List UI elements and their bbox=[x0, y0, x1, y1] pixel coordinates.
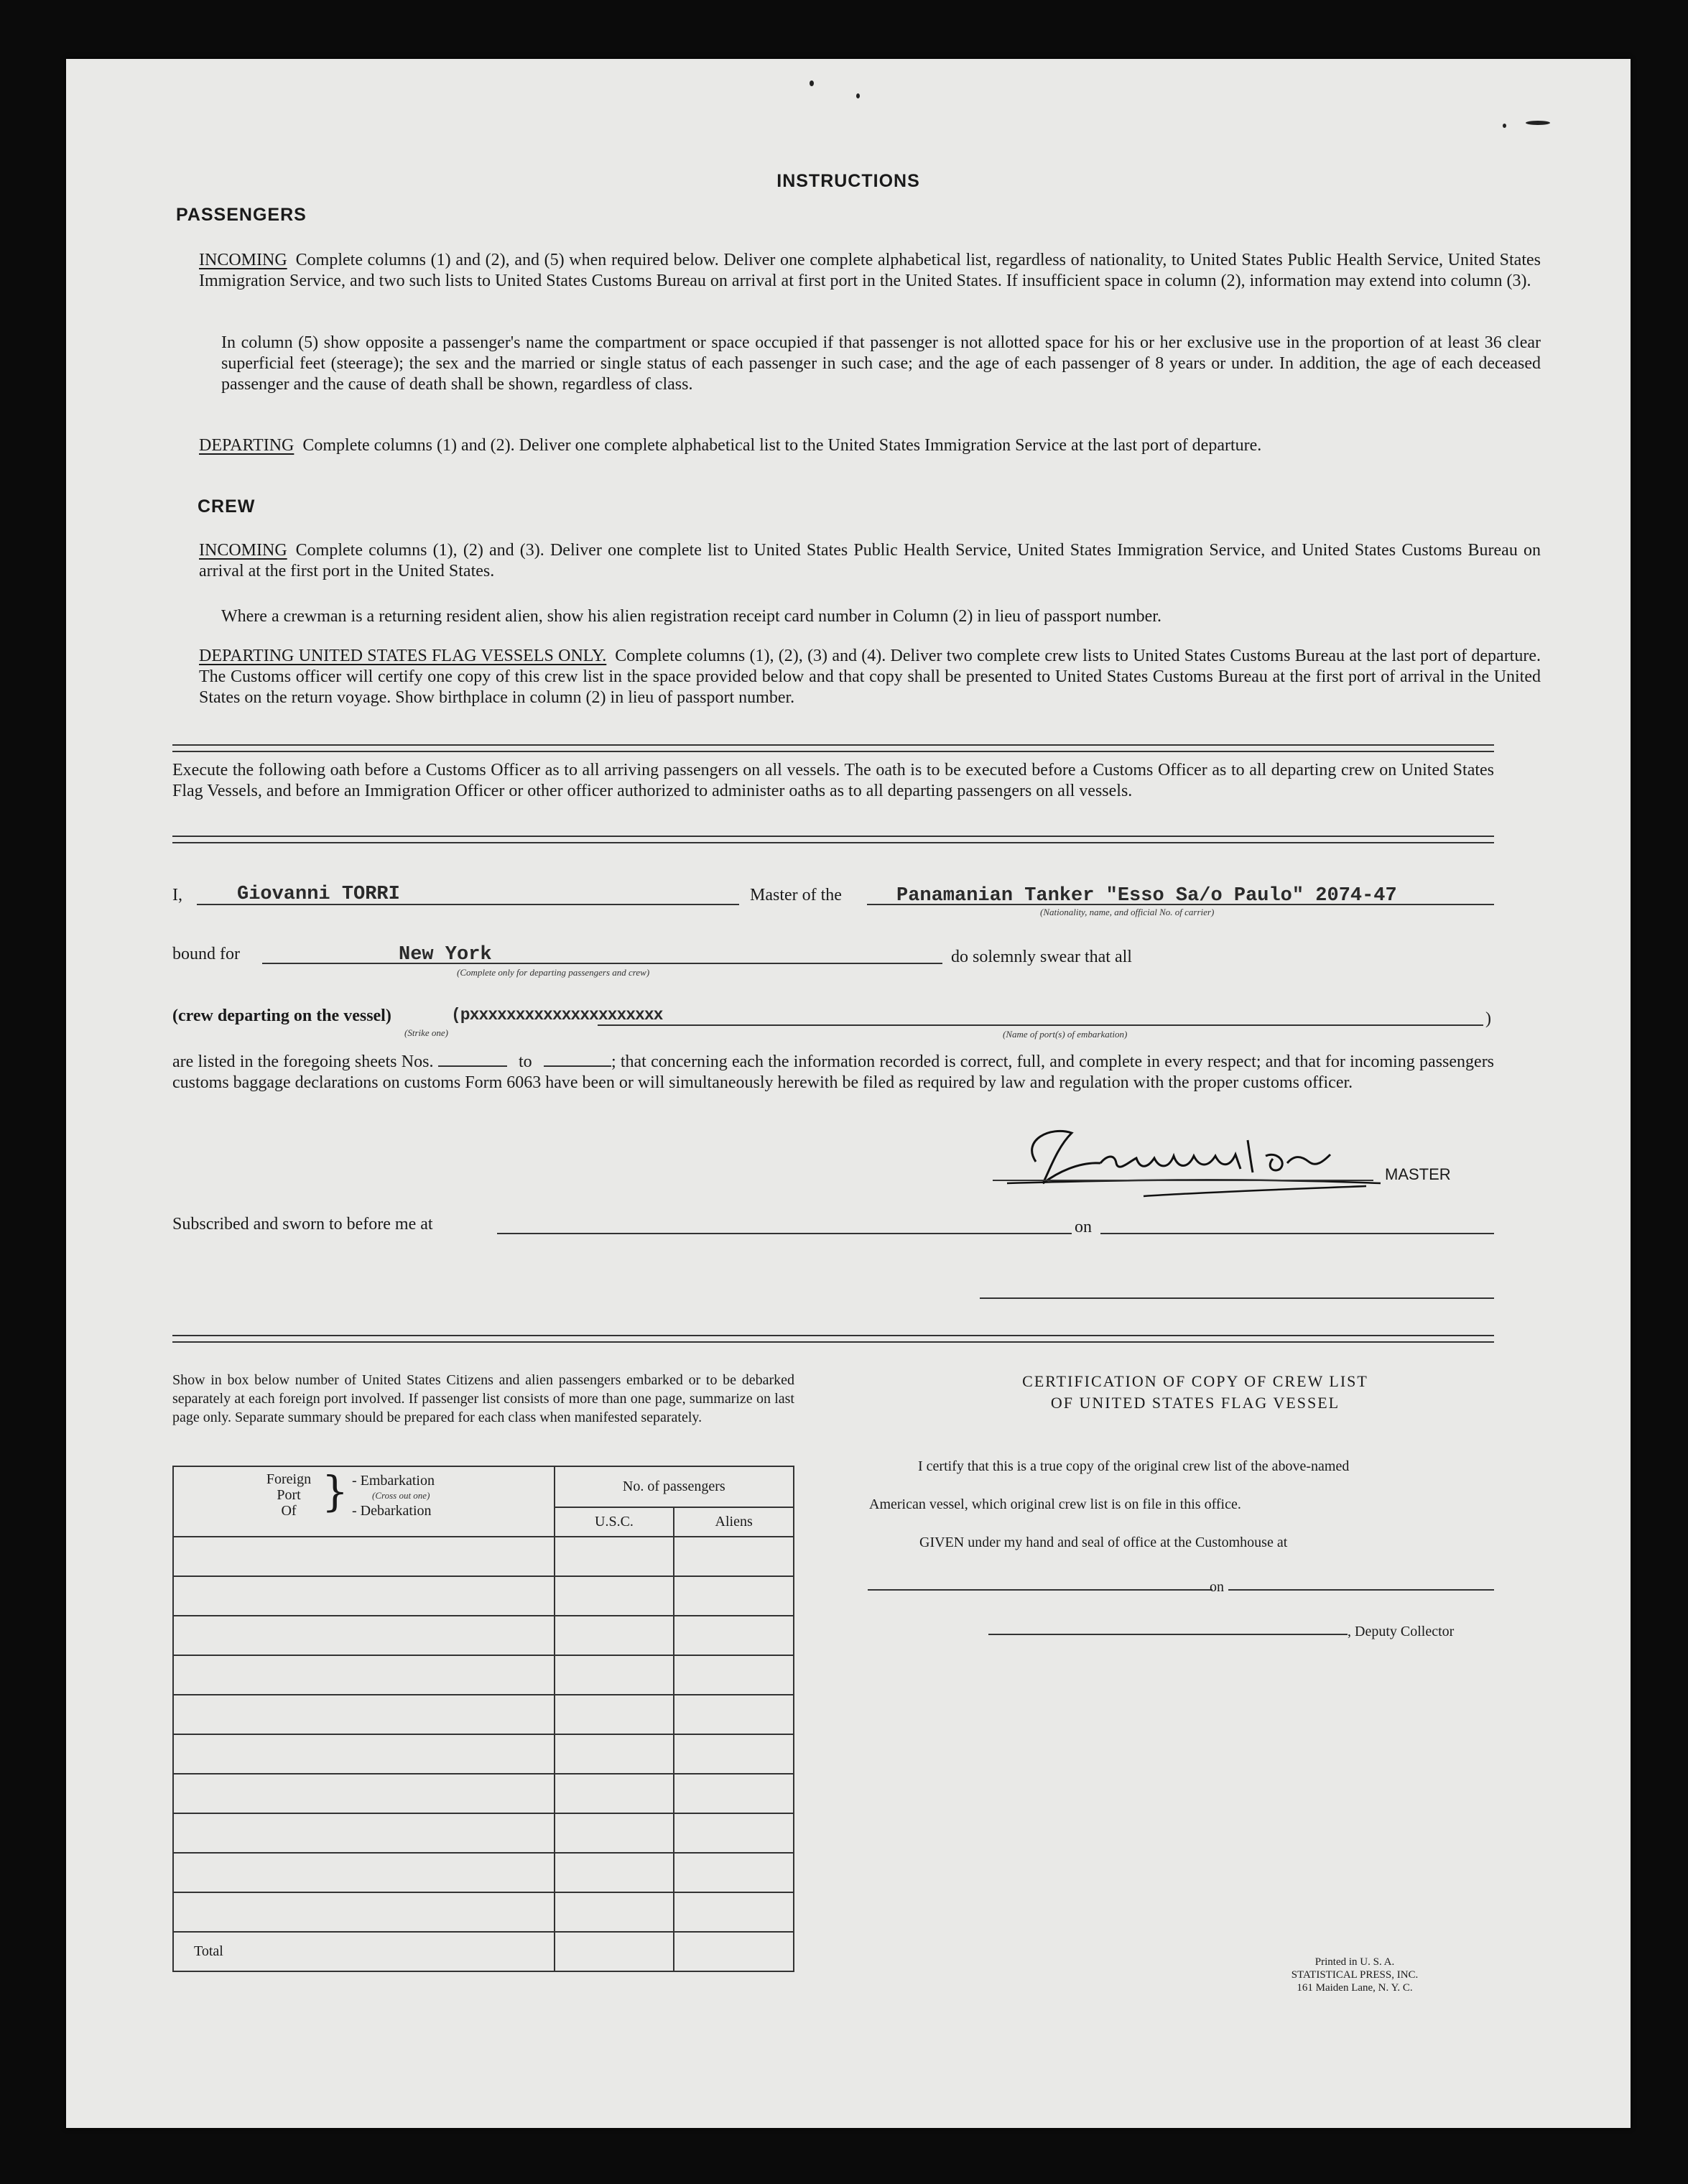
certification-line-3: GIVEN under my hand and seal of office at the Customhouse at bbox=[919, 1535, 1288, 1550]
sworn-date-line bbox=[1100, 1233, 1494, 1234]
crew-departing-text: Complete columns (1), (2), (3) and (4). Deliver two complete crew lists to United States Customs Bureau at the last port of departure. The Customs officer will certify one copy of this crew list in the space provided below and that copy shall be presented to United States Customs Bureau at the first port of arrival in the United States on the return voyage. Show birthplace in column (2) in lieu of passport number. bbox=[199, 647, 1541, 707]
passengers-departing-text: Complete columns (1) and (2). Deliver one complete alphabetical list to the United States Immigration Service at the last port of departure. bbox=[302, 436, 1262, 455]
customhouse-line bbox=[868, 1589, 1212, 1591]
crew-departing-on-vessel: (crew departing on the vessel) bbox=[172, 1007, 391, 1025]
master-label: MASTER bbox=[1385, 1165, 1451, 1183]
bound-for-label: bound for bbox=[172, 945, 240, 963]
sworn-on-label: on bbox=[1075, 1218, 1092, 1236]
crew-resident-text: Where a crewman is a returning resident alien, show his alien registration receipt card number in Column (2) in lieu of passport number. bbox=[221, 607, 1161, 626]
debarkation-label: - Debarkation bbox=[352, 1503, 432, 1519]
deputy-signature-line bbox=[988, 1634, 1348, 1635]
aliens-header: Aliens bbox=[674, 1507, 794, 1537]
listed-text-1: are listed in the foregoing sheets Nos. bbox=[172, 1052, 434, 1071]
certification-title-1: CERTIFICATION OF COPY OF CREW LIST bbox=[1022, 1372, 1368, 1390]
embarkation-port-line bbox=[598, 1024, 1483, 1026]
passenger-summary-table bbox=[172, 1466, 794, 1972]
divider bbox=[172, 836, 1494, 843]
crew-heading: CREW bbox=[198, 496, 256, 517]
usc-header: U.S.C. bbox=[555, 1507, 674, 1537]
oath-instruction: Execute the following oath before a Customs Officer as to all arriving passengers on all vessels. The oath is to be executed before a Customs Officer as to all departing crew on United States Flag Vessels, and before an Immigration Officer or other officer authorized to administer oaths as to all departing passengers on all vessels. bbox=[172, 761, 1494, 800]
master-name: Giovanni TORRI bbox=[237, 884, 400, 905]
table-row bbox=[173, 1892, 794, 1932]
certification-date-line bbox=[1228, 1589, 1494, 1591]
certification-line-2: American vessel, which original crew list is on file in this office. bbox=[869, 1496, 1241, 1512]
table-row bbox=[173, 1537, 794, 1576]
crew-incoming-text: Complete columns (1), (2) and (3). Deliver one complete list to United States Public Health Service, United States Immigration Service, and United States Customs Bureau on arrival at the first port in the United States. bbox=[199, 541, 1541, 580]
listed-text-2: ; that concerning each the information recorded is correct, full, and complete in every respect; and that for incoming passengers customs baggage declarations on customs Form 6063 have been or will simultaneously herewith be filed as required by law and regulation with the proper customs officer. bbox=[172, 1052, 1495, 1092]
foreign-port-header: Foreign Port Of } - Embarkation (Cross out one) - Debarkation bbox=[173, 1466, 555, 1537]
ink-spot bbox=[1526, 121, 1550, 125]
passengers-departing-paragraph bbox=[199, 435, 1541, 456]
table-row bbox=[173, 1853, 794, 1892]
printer-line-3: 161 Maiden Lane, N. Y. C. bbox=[1297, 1982, 1413, 1994]
summary-instruction: Show in box below number of United States Citizens and alien passengers embarked or to be debarked separately at each foreign port involved. If passenger list consists of more than one page, summarize on last page only. Separate summary should be prepared for each class when manifested separately. bbox=[172, 1372, 794, 1425]
passengers-incoming-text: Complete columns (1) and (2), and (5) when required below. Deliver one complete alphabetical list, regardless of nationality, to United States Public Health Service, United States Immigration Service, and two such lists to United States Customs Bureau on arrival at first port in the United States. If insufficient space in column (2), information may extend into column (3). bbox=[199, 251, 1541, 290]
vessel-name: Panamanian Tanker "Esso Sa/o Paulo" 2074-47 bbox=[896, 885, 1397, 907]
master-of-label: Master of the bbox=[750, 886, 842, 904]
departing-label: DEPARTING bbox=[199, 436, 295, 455]
table-row bbox=[173, 1774, 794, 1813]
divider bbox=[172, 1335, 1494, 1343]
instructions-title: INSTRUCTIONS bbox=[776, 171, 920, 191]
vessel-caption: (Nationality, name, and official No. of carrier) bbox=[1040, 907, 1215, 917]
printer-imprint bbox=[1261, 1956, 1448, 1994]
table-row bbox=[173, 1695, 794, 1734]
divider bbox=[172, 744, 1494, 752]
bound-for-line bbox=[262, 963, 942, 964]
foreign-label: Foreign bbox=[266, 1471, 312, 1487]
oath-i-label: I, bbox=[172, 886, 182, 904]
passengers-column5-text: In column (5) show opposite a passenger's name the compartment or space occupied if that passenger is not allotted space for his or her exclusive use in the proportion of at least 36 clear superficial feet (steerage); the sex and the married or single status of each passenger in such case; and the age of each passenger of 8 years or under. In addition, the age of each deceased passenger and the cause of death shall be shown, regardless of class. bbox=[221, 333, 1541, 394]
subscribed-label: Subscribed and sworn to before me at bbox=[172, 1215, 433, 1234]
certification-on-label: on bbox=[1210, 1579, 1224, 1595]
port-caption: (Name of port(s) of embarkation) bbox=[1003, 1029, 1128, 1040]
bound-caption: (Complete only for departing passengers and crew) bbox=[457, 967, 650, 978]
cross-out-label: (Cross out one) bbox=[372, 1490, 430, 1501]
certification-title-2: OF UNITED STATES FLAG VESSEL bbox=[1050, 1394, 1340, 1412]
crew-incoming-label: INCOMING bbox=[199, 541, 287, 560]
table-row bbox=[173, 1576, 794, 1616]
printer-line-1: Printed in U. S. A. bbox=[1314, 1956, 1395, 1968]
table-row bbox=[173, 1932, 794, 1971]
ink-spot bbox=[810, 80, 814, 86]
bound-for-value: New York bbox=[399, 944, 492, 966]
certification-title bbox=[908, 1371, 1483, 1414]
crew-departing-struck: (pxxxxxxxxxxxxxxxxxxxxx bbox=[451, 1006, 663, 1024]
passengers-incoming-paragraph bbox=[199, 250, 1541, 292]
ink-spot bbox=[856, 93, 860, 98]
passengers-heading: PASSENGERS bbox=[176, 205, 307, 225]
crew-departing-paragraph bbox=[199, 646, 1541, 708]
close-paren: ) bbox=[1485, 1009, 1491, 1028]
embarkation-label: - Embarkation bbox=[352, 1473, 435, 1489]
port-label: Port bbox=[277, 1487, 301, 1503]
deputy-collector-label: , Deputy Collector bbox=[1348, 1624, 1455, 1639]
strike-caption: (Strike one) bbox=[404, 1027, 449, 1038]
of-label: Of bbox=[281, 1503, 297, 1519]
form-sheet bbox=[66, 59, 1631, 2128]
table-row bbox=[173, 1734, 794, 1774]
listed-paragraph bbox=[172, 1052, 1494, 1093]
to-label: to bbox=[519, 1052, 532, 1071]
ink-spot bbox=[1503, 124, 1506, 128]
printer-line-2: STATISTICAL PRESS, INC. bbox=[1291, 1969, 1419, 1981]
master-signature-line bbox=[993, 1180, 1373, 1181]
swear-text: do solemnly swear that all bbox=[951, 948, 1132, 966]
table-row bbox=[173, 1655, 794, 1695]
sworn-place-line bbox=[497, 1233, 1072, 1234]
officer-signature-line bbox=[980, 1297, 1494, 1299]
no-of-passengers-header: No. of passengers bbox=[555, 1466, 794, 1507]
crew-departing-label: DEPARTING UNITED STATES FLAG VESSELS ONLY. bbox=[199, 647, 607, 665]
incoming-label: INCOMING bbox=[199, 251, 287, 269]
total-label: Total bbox=[173, 1932, 555, 1971]
table-row bbox=[173, 1616, 794, 1655]
certification-line-1: I certify that this is a true copy of the original crew list of the above-named bbox=[918, 1458, 1350, 1474]
crew-incoming-paragraph bbox=[199, 540, 1541, 582]
table-row bbox=[173, 1813, 794, 1853]
